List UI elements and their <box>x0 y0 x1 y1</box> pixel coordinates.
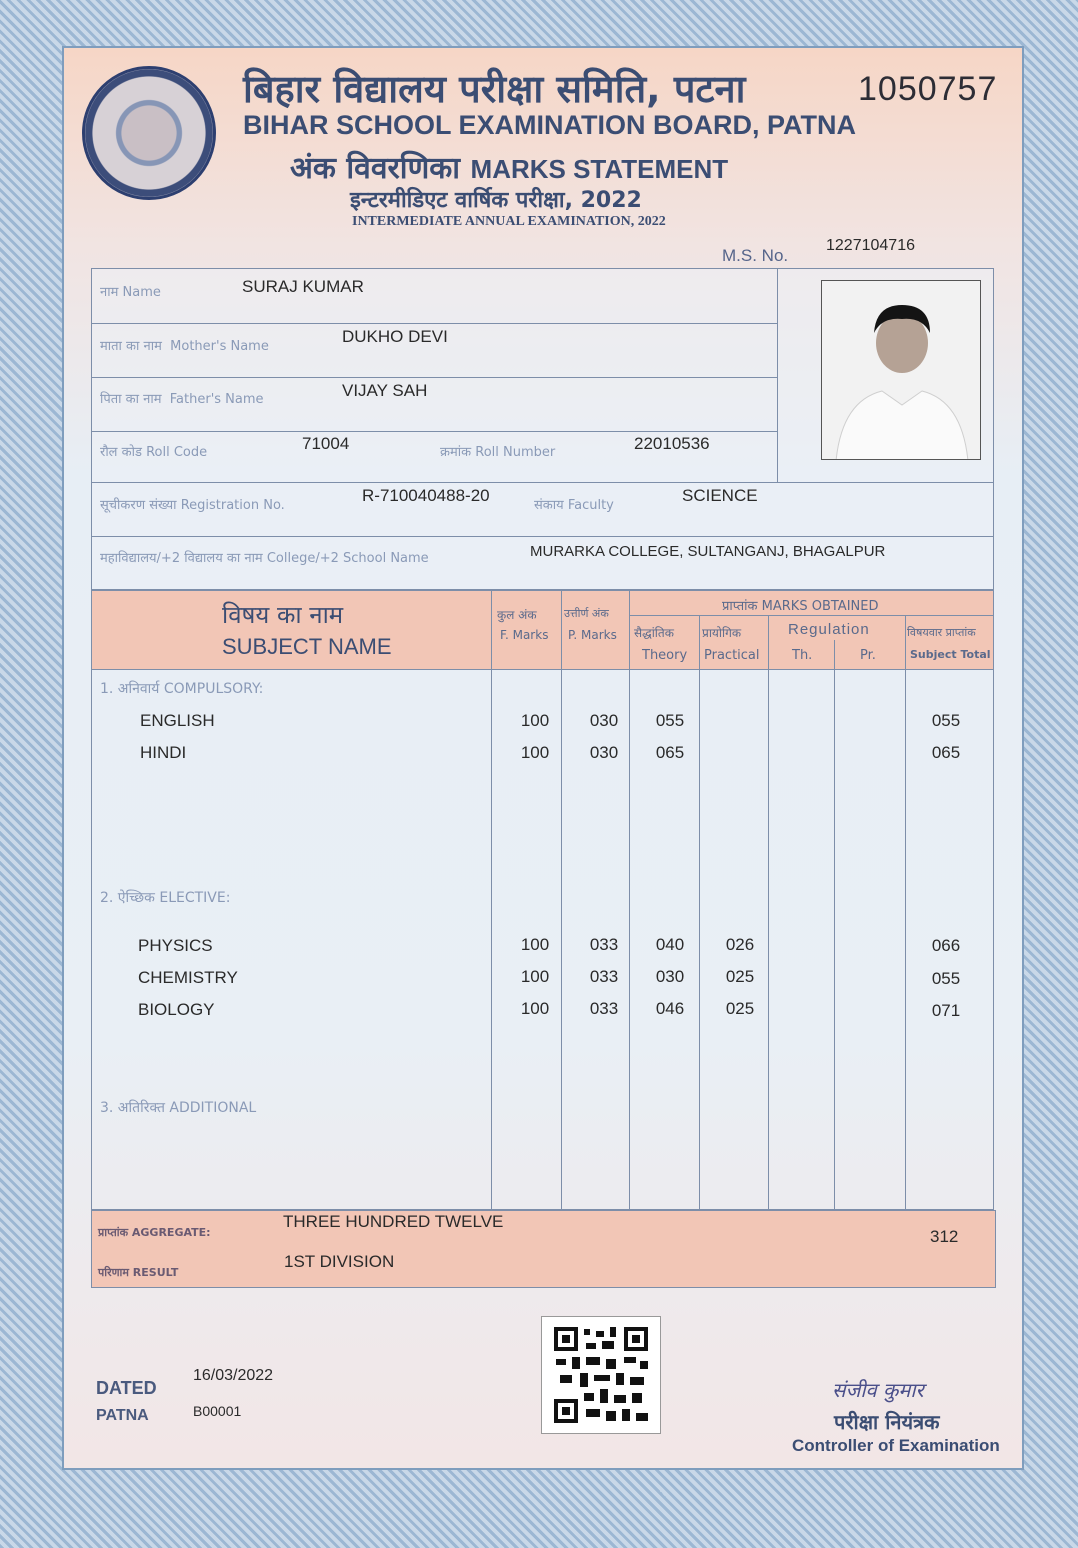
practical-marks: 026 <box>725 935 755 954</box>
father-name-label: पिता का नाम Father's Name <box>100 392 264 407</box>
subject-name: PHYSICS <box>138 936 213 955</box>
theory-marks: 040 <box>655 935 685 954</box>
compulsory-group-label: 1. अनिवार्य COMPULSORY: <box>100 681 264 697</box>
full-marks: 100 <box>520 999 550 1018</box>
name-label: नाम Name <box>100 285 161 300</box>
result-value: 1ST DIVISION <box>284 1252 395 1271</box>
subject-name: HINDI <box>140 743 187 762</box>
regulation-pr-head: Pr. <box>860 648 876 663</box>
practical-head-english: Practical <box>704 648 760 663</box>
serial-number: 1050757 <box>858 70 998 108</box>
regulation-th-head: Th. <box>792 648 813 663</box>
aggregate-in-words: THREE HUNDRED TWELVE <box>283 1212 504 1231</box>
board-name-english: BIHAR SCHOOL EXAMINATION BOARD, PATNA <box>243 110 856 140</box>
issue-date: 16/03/2022 <box>193 1367 274 1384</box>
pass-marks: 033 <box>589 999 619 1018</box>
document-code: B00001 <box>193 1403 242 1419</box>
statement-title <box>290 146 728 187</box>
mother-name: DUKHO DEVI <box>342 327 448 346</box>
father-name: VIJAY SAH <box>342 381 428 400</box>
subject-total-head-english: Subject Total <box>910 648 991 661</box>
divider <box>561 590 562 1210</box>
roll-number: 22010536 <box>634 434 710 453</box>
divider <box>768 615 769 1210</box>
pass-marks: 033 <box>589 935 619 954</box>
divider <box>777 268 778 482</box>
mother-name-label: माता का नाम Mother's Name <box>100 339 269 354</box>
board-seal-icon <box>82 66 216 200</box>
theory-marks: 046 <box>655 999 685 1018</box>
practical-head-hindi: प्रायोगिक <box>702 626 742 640</box>
exam-title-english: INTERMEDIATE ANNUAL EXAMINATION, 2022 <box>352 214 666 229</box>
pmarks-head-english: P. Marks <box>568 628 617 642</box>
registration-number: R-710040488-20 <box>362 486 490 505</box>
divider <box>91 323 777 324</box>
divider <box>905 615 906 1210</box>
divider <box>630 615 994 616</box>
subject-name: BIOLOGY <box>138 1000 215 1019</box>
divider <box>91 669 994 670</box>
pass-marks: 030 <box>589 743 619 762</box>
ms-no-value: 1227104716 <box>826 237 915 254</box>
practical-marks: 025 <box>725 967 755 986</box>
elective-group-label: 2. ऐच्छिक ELECTIVE: <box>100 890 231 906</box>
statement-title-hindi: अंक विवरणिका <box>290 151 461 186</box>
theory-marks: 065 <box>655 743 685 762</box>
faculty-label: संकाय Faculty <box>534 498 614 513</box>
regulation-head: Regulation <box>788 621 870 638</box>
ms-no-label: M.S. No. <box>722 246 789 265</box>
board-name-hindi: बिहार विद्यालय परीक्षा समिति, पटना <box>243 67 746 111</box>
controller-title-english: Controller of Examination <box>792 1436 1000 1455</box>
divider <box>91 482 994 483</box>
subject-total: 071 <box>931 1001 961 1020</box>
subject-total-head-hindi: विषयवार प्राप्तांक <box>907 626 976 639</box>
theory-head-english: Theory <box>642 648 688 663</box>
full-marks: 100 <box>520 711 550 730</box>
subject-name: CHEMISTRY <box>138 968 238 987</box>
portrait-icon <box>822 281 981 460</box>
result-label: परिणाम RESULT <box>98 1266 179 1279</box>
fmarks-head-hindi: कुल अंक <box>497 608 537 622</box>
statement-title-english: MARKS STATEMENT <box>470 154 729 184</box>
faculty: SCIENCE <box>682 486 758 505</box>
additional-group-label: 3. अतिरिक्त ADDITIONAL <box>100 1100 257 1116</box>
subject-total: 066 <box>931 936 961 955</box>
registration-label: सूचीकरण संख्या Registration No. <box>100 498 285 513</box>
exam-title-hindi: इन्टरमीडिएट वार्षिक परीक्षा, 2022 <box>350 188 642 213</box>
college-label: महाविद्यालय/+2 विद्यालय का नाम College/+2 School Name <box>100 551 429 566</box>
aggregate-label: प्राप्तांक AGGREGATE: <box>98 1226 211 1239</box>
subject-total: 055 <box>931 711 961 730</box>
subject-head-hindi: विषय का नाम <box>222 601 344 629</box>
divider <box>91 431 777 432</box>
student-photo <box>821 280 981 460</box>
aggregate-section <box>91 1210 996 1288</box>
subject-head-english: SUBJECT NAME <box>222 634 392 659</box>
aggregate-total: 312 <box>930 1227 959 1246</box>
qr-code <box>541 1316 661 1434</box>
roll-code-label: रौल कोड Roll Code <box>100 445 208 460</box>
qr-code-icon <box>542 1317 660 1433</box>
divider <box>834 640 835 1210</box>
subject-name: ENGLISH <box>140 711 215 730</box>
theory-marks: 030 <box>655 967 685 986</box>
theory-head-hindi: सैद्धांतिक <box>634 626 674 640</box>
full-marks: 100 <box>520 967 550 986</box>
full-marks: 100 <box>520 935 550 954</box>
divider <box>491 590 492 1210</box>
roll-code: 71004 <box>302 434 350 453</box>
controller-signature: संजीव कुमार <box>832 1378 924 1402</box>
divider <box>91 536 994 537</box>
divider <box>91 377 777 378</box>
practical-marks: 025 <box>725 999 755 1018</box>
theory-marks: 055 <box>655 711 685 730</box>
place-label: PATNA <box>96 1407 149 1424</box>
pass-marks: 033 <box>589 967 619 986</box>
controller-title-hindi: परीक्षा नियंत्रक <box>834 1410 940 1434</box>
student-name: SURAJ KUMAR <box>242 277 364 296</box>
pass-marks: 030 <box>589 711 619 730</box>
divider <box>699 615 700 1210</box>
roll-number-label: क्रमांक Roll Number <box>440 445 556 460</box>
marks-obtained-head: प्राप्तांक MARKS OBTAINED <box>722 599 879 614</box>
pmarks-head-hindi: उत्तीर्ण अंक <box>564 607 609 620</box>
dated-label: DATED <box>96 1378 157 1398</box>
divider <box>629 590 630 1210</box>
fmarks-head-english: F. Marks <box>500 628 549 642</box>
subject-total: 055 <box>931 969 961 988</box>
subject-total: 065 <box>931 743 961 762</box>
full-marks: 100 <box>520 743 550 762</box>
college-name: MURARKA COLLEGE, SULTANGANJ, BHAGALPUR <box>530 543 886 560</box>
